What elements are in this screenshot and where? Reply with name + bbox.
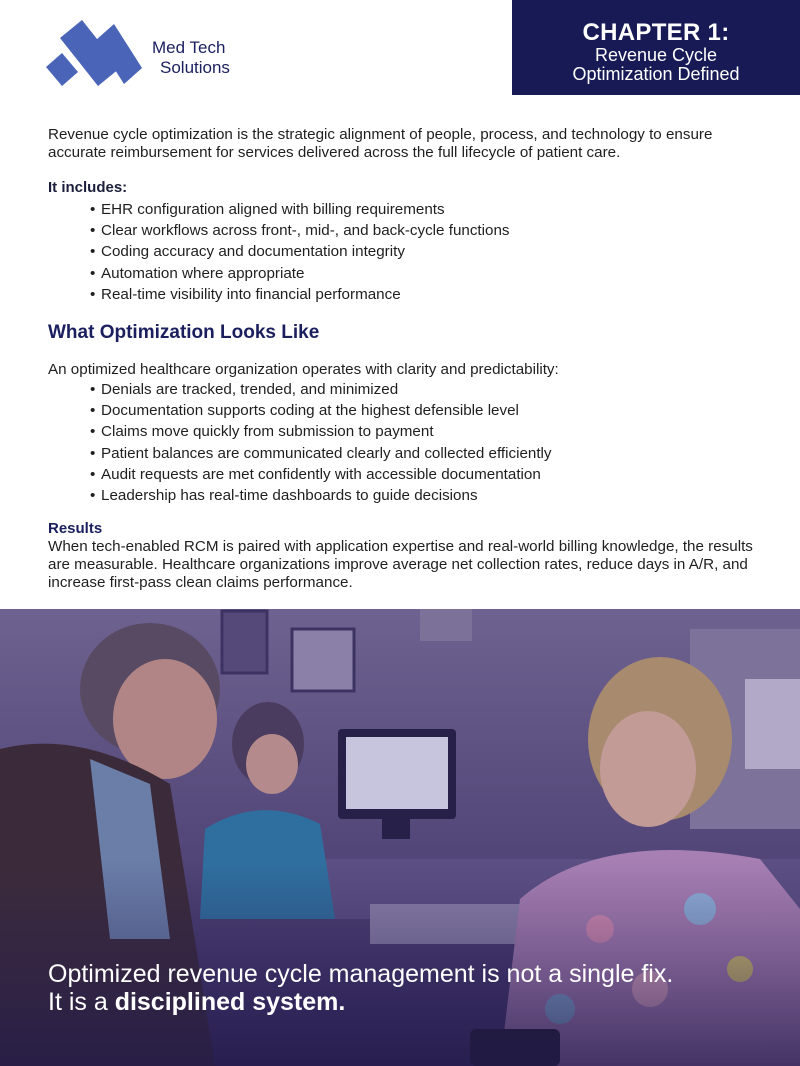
chapter-header [512,0,800,95]
intro-paragraph: Revenue cycle optimization is the strategic alignment of people, process, and technology to ensure accurate reimbursement for services delivered across the full lifecycle of patient care. [48,126,713,161]
quote-line-2 [48,988,673,1016]
logo-line-2: Solutions [160,58,230,77]
quote-overlay [48,960,673,1016]
list-item: • Claims move quickly from submission to payment [90,421,758,442]
logo-line-1: Med Tech [152,38,226,57]
list-item: • EHR configuration aligned with billing requirements [90,199,758,220]
list-item: • Denials are tracked, trended, and minimized [90,379,758,400]
results-paragraph: When tech-enabled RCM is paired with application expertise and real-world billing knowledge, the results are measurable. Healthcare organizations improve average net collection rates, reduce days in A/R, and increase first-pass clean claims performance. [48,538,753,592]
includes-list [48,199,758,305]
list-item: • Documentation supports coding at the highest defensible level [90,400,758,421]
list-item: • Patient balances are communicated clearly and collected efficiently [90,443,758,464]
section-heading: What Optimization Looks Like [48,322,320,344]
results-label: Results [48,520,103,538]
quote-line-1: Optimized revenue cycle management is not a single fix. [48,960,674,988]
list-item: • Leadership has real-time dashboards to guide decisions [90,485,758,506]
list-item: • Clear workflows across front-, mid-, and back-cycle functions [90,220,758,241]
list-item: • Audit requests are met confidently with accessible documentation [90,464,758,485]
chapter-subtitle-line-2: Optimization Defined [572,64,740,84]
company-logo [46,20,246,88]
logo-wordmark [152,38,230,78]
chapter-title: CHAPTER 1: [582,19,730,46]
optimization-list [48,379,758,506]
chapter-subtitle-line-1: Revenue Cycle [594,45,718,65]
optimization-lead: An optimized healthcare organization operates with clarity and predictability: [48,361,559,379]
list-item: • Coding accuracy and documentation integrity [90,241,758,262]
quote-line-2-emphasis: disciplined system. [114,988,346,1016]
includes-label: It includes: [48,179,128,196]
main-content [48,126,758,592]
list-item: • Automation where appropriate [90,263,758,284]
list-item: • Real-time visibility into financial performance [90,284,758,305]
logo-mark-icon [46,20,146,88]
quote-line-2-prefix: It is a [48,988,115,1016]
